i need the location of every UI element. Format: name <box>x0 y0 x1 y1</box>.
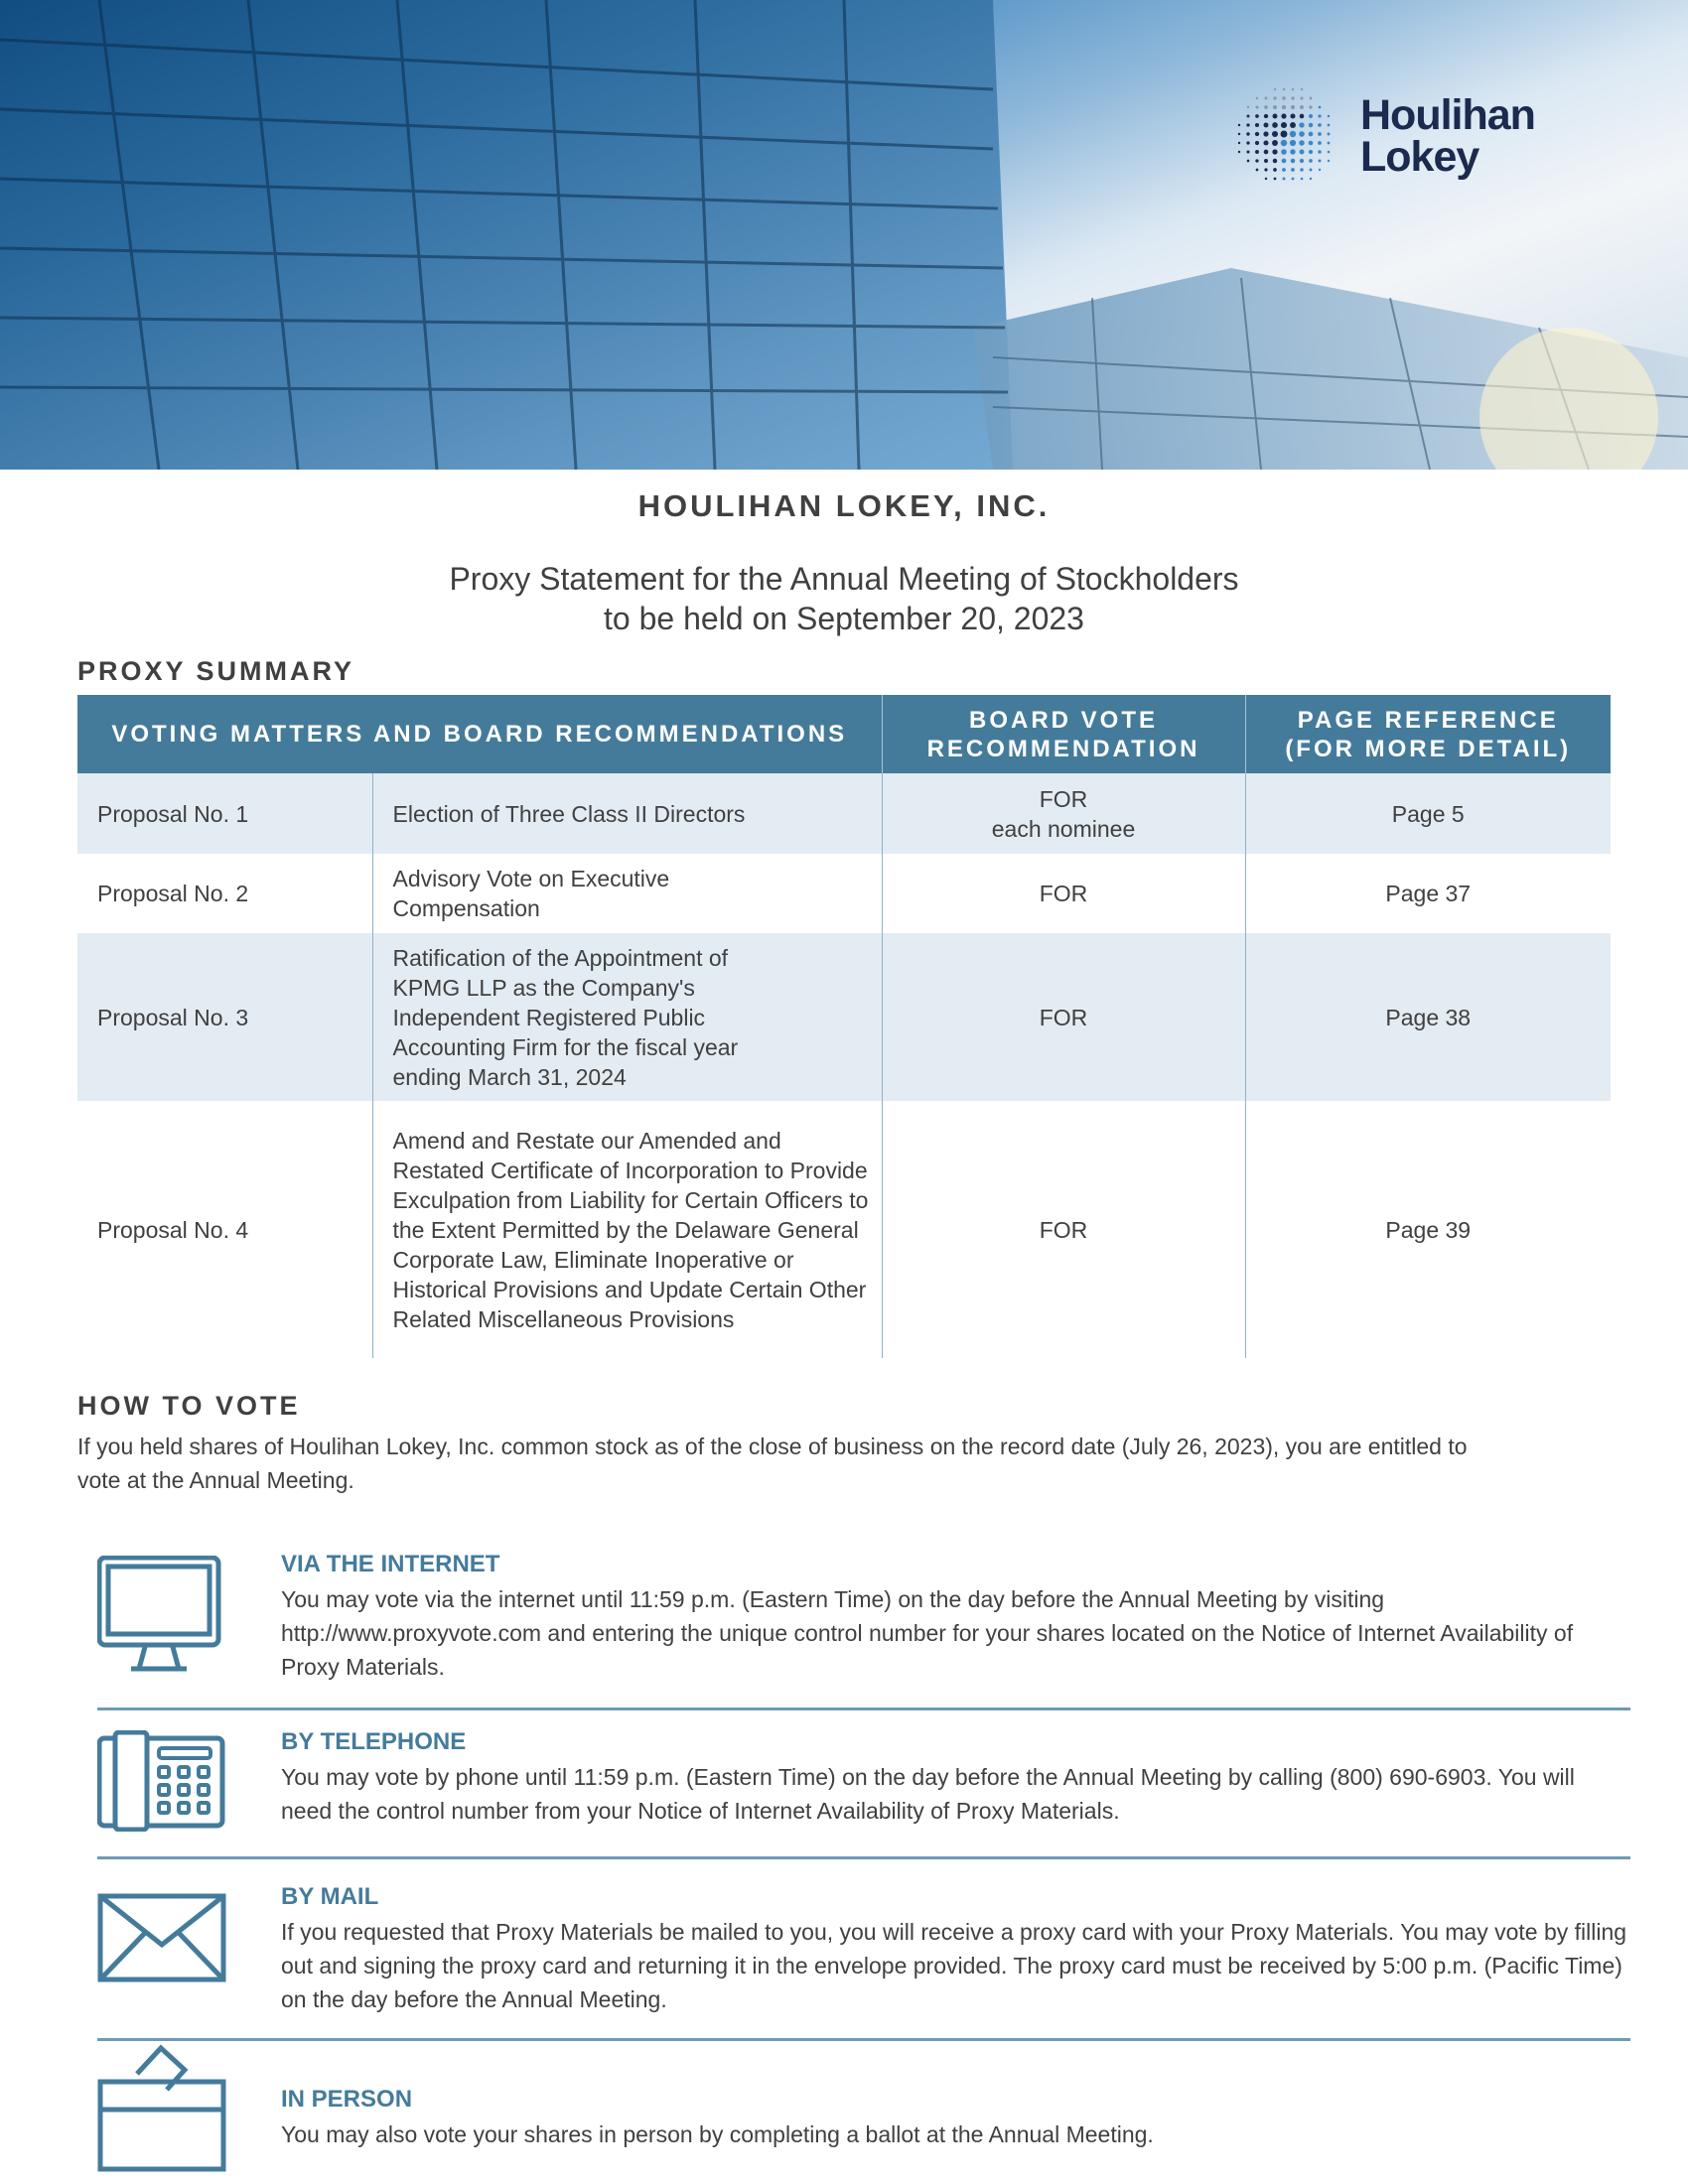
ballot-box-icon <box>97 2044 226 2173</box>
globe-dot <box>1292 178 1295 181</box>
globe-dot <box>1281 131 1288 138</box>
globe-dot <box>1264 150 1269 155</box>
globe-dot <box>1238 142 1240 144</box>
globe-dot <box>1309 132 1314 137</box>
vote-value: FOR <box>1039 785 1088 812</box>
globe-dot <box>1310 169 1313 172</box>
method-title: BY TELEPHONE <box>281 1728 467 1755</box>
subtitle-line1: Proxy Statement for the Annual Meeting of Stockholders <box>449 561 1239 597</box>
globe-dot <box>1290 140 1296 146</box>
globe-dot <box>1238 133 1240 135</box>
globe-dot <box>1328 142 1331 145</box>
globe-dot <box>1282 105 1286 109</box>
globe-dot <box>1309 105 1312 108</box>
globe-dot <box>1318 141 1322 145</box>
proposal-number: Proposal No. 1 <box>77 773 372 854</box>
method-title: IN PERSON <box>281 2086 413 2113</box>
proxy-summary-table <box>77 695 1611 1358</box>
globe-dot <box>1328 124 1331 127</box>
globe-dot <box>1281 122 1287 128</box>
globe-dot <box>1264 114 1268 118</box>
method-text: You may vote via the internet until 11:59 p.m. (Eastern Time) on the day before the Annual Meeting by visiting http://www.proxyvote.com and entering the unique control number for your shares located on the Notice of Internet Availability of Proxy Materials. <box>281 1586 1574 1680</box>
table-row <box>77 1101 1611 1358</box>
globe-dot <box>1255 114 1259 118</box>
globe-dot <box>1309 150 1313 154</box>
globe-dot <box>1291 168 1295 172</box>
company-title: HOULIHAN LOKEY, INC. <box>637 488 1051 523</box>
globe-dot <box>1273 114 1278 119</box>
globe-dot <box>1265 97 1268 100</box>
globe-dot <box>1299 131 1305 137</box>
globe-dots-icon <box>1231 81 1340 191</box>
globe-dot <box>1328 133 1331 136</box>
page-reference: Page 37 <box>1245 854 1611 933</box>
globe-dot <box>1300 96 1303 99</box>
globe-dot <box>1291 105 1295 109</box>
globe-dot <box>1291 96 1294 99</box>
column-header-page-reference: PAGE REFERENCE (FOR MORE DETAIL) <box>1245 695 1611 773</box>
globe-dot <box>1238 124 1240 126</box>
board-vote: FOR <box>882 1101 1245 1358</box>
page-reference: Page 38 <box>1245 933 1611 1101</box>
globe-dot <box>1246 132 1249 135</box>
globe-dot <box>1272 122 1278 128</box>
globe-dot <box>1264 168 1267 171</box>
houlihan-lokey-logo <box>1231 81 1535 191</box>
globe-dot <box>1300 150 1305 155</box>
logo-text-line1: Houlihan <box>1360 91 1535 139</box>
divider <box>97 1856 1630 1859</box>
computer-monitor-icon <box>97 1556 221 1673</box>
globe-dot <box>1273 159 1277 163</box>
method-text: You may vote by phone until 11:59 p.m. (Eastern Time) on the day before the Annual Meeting by calling (800) 690-6903. You will need the control number from your Notice of Internet Availability of Proxy Materials. <box>281 1764 1575 1824</box>
board-vote: FOR <box>882 933 1245 1101</box>
proposal-matter: Amend and Restate our Amended and Restated Certificate of Incorporation to Provide Exculpation from Liability for Certain Officers to the Extent Permitted by the Delaware General Corporate Law, Eliminate Inoperative or Historical Provisions and Update Certain Other Related Miscellaneous Provisions <box>372 1101 882 1358</box>
globe-dot <box>1273 96 1276 99</box>
globe-dot <box>1300 168 1303 171</box>
globe-dot <box>1256 97 1258 99</box>
globe-dot <box>1309 141 1314 146</box>
globe-dot <box>1265 178 1267 180</box>
globe-dot <box>1272 149 1277 154</box>
document-subtitle <box>0 559 1688 638</box>
globe-dot <box>1247 106 1249 108</box>
globe-dot <box>1274 88 1276 90</box>
globe-dot <box>1246 141 1249 144</box>
divider <box>97 2038 1630 2041</box>
globe-dot <box>1318 150 1321 153</box>
globe-dot <box>1319 169 1321 171</box>
method-text: If you requested that Proxy Materials be mailed to you, you will receive a proxy card with your Proxy Materials. You may vote by filling out and signing the proxy card and returning it in the envelope provided. The proxy card must be received by 5:00 p.m. (Pacific Time) on the day before the Annual Meeting. <box>281 1919 1627 2012</box>
globe-dot <box>1281 149 1287 155</box>
globe-dot <box>1274 178 1277 181</box>
proposal-matter: Ratification of the Appointment of KPMG LLP as the Company's Independent Registered Public Accounting Firm for the fiscal year ending March 31, 2024 <box>372 933 882 1101</box>
vote-note: each nominee <box>991 815 1136 842</box>
method-title: VIA THE INTERNET <box>281 1551 500 1577</box>
globe-dot <box>1272 140 1278 146</box>
proposal-number: Proposal No. 2 <box>97 881 249 906</box>
globe-dot <box>1309 123 1313 127</box>
page-reference: Page 39 <box>1245 1101 1611 1358</box>
globe-dot <box>1264 123 1269 128</box>
globe-dot <box>1281 140 1287 146</box>
globe-dot <box>1283 178 1286 181</box>
globe-dot <box>1281 113 1286 118</box>
globe-dot <box>1255 150 1259 154</box>
globe-dot <box>1300 114 1305 119</box>
globe-dot <box>1290 122 1296 128</box>
globe-dot <box>1246 150 1249 153</box>
globe-dot <box>1318 132 1322 136</box>
globe-dot <box>1272 131 1278 137</box>
how-to-vote-heading: HOW TO VOTE <box>77 1391 301 1421</box>
board-vote <box>882 773 1245 854</box>
globe-dot <box>1247 160 1250 163</box>
proposal-number: Proposal No. 4 <box>97 1216 249 1243</box>
logo-text-line2: Lokey <box>1360 133 1479 181</box>
globe-dot <box>1300 159 1304 163</box>
table-row <box>77 773 1611 854</box>
globe-dot <box>1255 105 1258 108</box>
table-row <box>77 933 1611 1101</box>
globe-dot <box>1328 151 1331 154</box>
globe-dot <box>1292 88 1294 90</box>
board-vote: FOR <box>882 854 1245 933</box>
globe-dot <box>1255 159 1258 162</box>
globe-dot <box>1264 105 1268 109</box>
globe-dot <box>1273 168 1277 172</box>
globe-dot <box>1238 151 1240 153</box>
globe-dot <box>1255 141 1259 145</box>
proposal-number: Proposal No. 3 <box>77 933 372 1101</box>
globe-dot <box>1300 105 1304 109</box>
column-header-voting-matters: VOTING MATTERS AND BOARD RECOMMENDATIONS <box>77 695 882 773</box>
globe-dot <box>1282 159 1287 164</box>
table-row <box>77 854 1611 933</box>
proxy-summary-heading: PROXY SUMMARY <box>77 656 355 686</box>
proposal-matter: Advisory Vote on Executive Compensation <box>372 854 882 933</box>
hero-image <box>0 0 1688 470</box>
globe-dot <box>1247 115 1250 118</box>
globe-dot <box>1301 88 1303 90</box>
page-reference: Page 5 <box>1245 773 1611 854</box>
globe-dot <box>1299 122 1304 127</box>
skyscraper-photo <box>0 0 1688 470</box>
globe-dot <box>1318 114 1321 117</box>
method-title: BY MAIL <box>281 1883 379 1910</box>
globe-dot <box>1319 160 1322 163</box>
globe-dot <box>1328 160 1330 162</box>
subtitle-line2: to be held on September 20, 2023 <box>604 601 1084 636</box>
globe-dot <box>1255 123 1259 127</box>
method-text: You may also vote your shares in person by completing a ballot at the Annual Meeting. <box>281 2121 1154 2147</box>
globe-dot <box>1264 159 1268 163</box>
globe-dot <box>1310 178 1312 180</box>
telephone-icon <box>97 1730 226 1832</box>
globe-dot <box>1309 114 1313 118</box>
globe-dot <box>1290 113 1295 118</box>
globe-dot <box>1328 115 1330 117</box>
globe-dot <box>1291 159 1296 164</box>
divider <box>97 1707 1630 1710</box>
globe-dot <box>1255 132 1259 136</box>
globe-dot <box>1309 159 1313 163</box>
globe-dot <box>1301 178 1304 181</box>
globe-dot <box>1256 169 1259 172</box>
globe-dot <box>1319 106 1322 109</box>
globe-dot <box>1263 131 1268 136</box>
globe-dot <box>1290 131 1296 137</box>
how-to-vote-intro: If you held shares of Houlihan Lokey, Inc. common stock as of the close of business on the record date (July 26, 2023), you are entitled to vote at the Annual Meeting. <box>77 1433 1468 1493</box>
globe-dot <box>1246 123 1249 126</box>
globe-dot <box>1290 149 1295 154</box>
envelope-icon <box>97 1893 226 1982</box>
globe-dot <box>1282 168 1286 172</box>
globe-dot <box>1263 140 1268 145</box>
globe-dot <box>1282 96 1285 99</box>
globe-dot <box>1283 88 1285 90</box>
column-header-board-vote: BOARD VOTE RECOMMENDATION <box>882 695 1245 773</box>
proposal-matter: Election of Three Class II Directors <box>372 773 882 854</box>
globe-dot <box>1318 123 1322 127</box>
globe-dot <box>1310 97 1313 100</box>
globe-dot <box>1273 105 1277 109</box>
globe-dot <box>1299 140 1304 145</box>
